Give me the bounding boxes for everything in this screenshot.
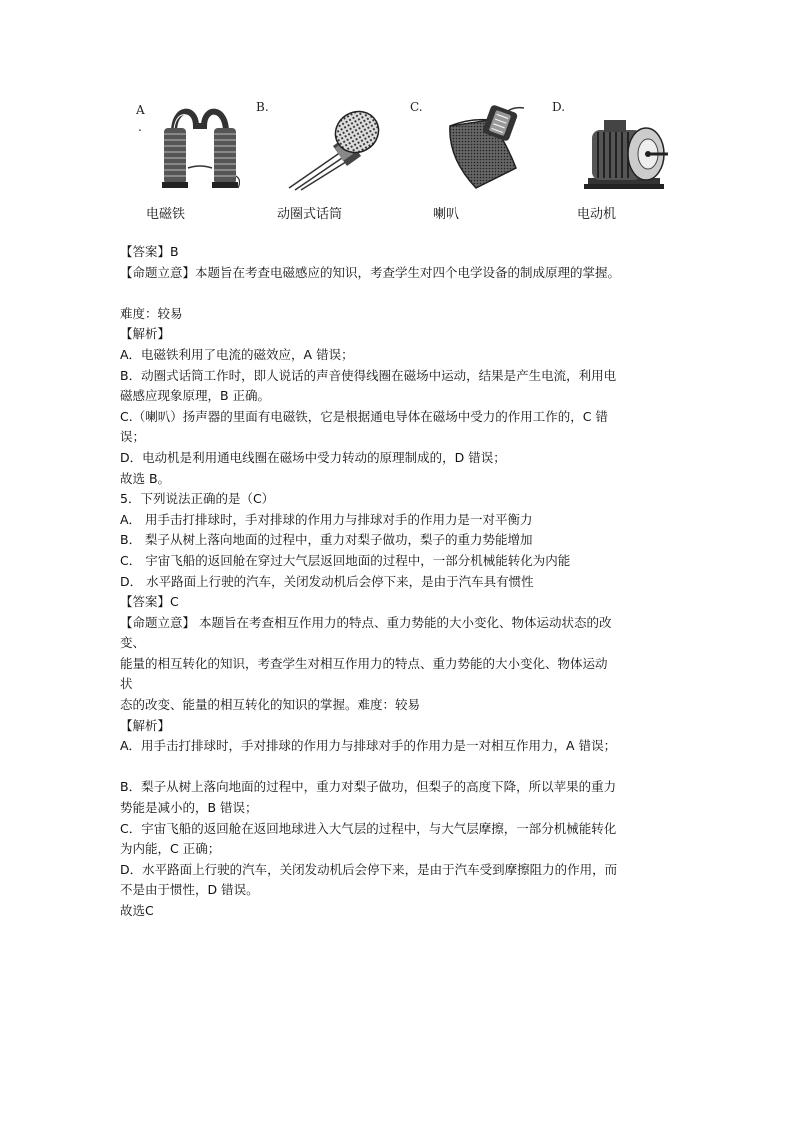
intent-line: 态的改变、能量的相互转化的知识的掌握。难度：较易 xyxy=(120,697,421,713)
analysis-line: C．宇宙飞船的返回舱在返回地球进入大气层的过程中，与大气层摩擦，一部分机械能转化 xyxy=(120,820,617,836)
analysis-line: D．水平路面上行驶的汽车，关闭发动机后会停下来，是由于汽车受到摩擦阻力的作用，而 xyxy=(120,861,618,877)
analysis-line: 不是由于惯性，D 错误。 xyxy=(120,882,259,898)
difficulty-line: 难度：较易 xyxy=(120,305,183,321)
caption-electromagnet: 电磁铁 xyxy=(146,207,186,222)
option-a-letter: A xyxy=(136,103,145,117)
intent-line: 状 xyxy=(120,676,133,692)
question-5-option-a: A． 用手击打排球时，手对排球的作用力与排球对手的作用力是一对平衡力 xyxy=(120,511,533,527)
caption-electric-motor: 电动机 xyxy=(577,207,617,222)
analysis-heading: 【解析】 xyxy=(120,717,171,733)
electric-motor-figure xyxy=(578,118,670,192)
intent-line: 【命题立意】 本题旨在考查相互作用力的特点、重力势能的大小变化、物体运动状态的改 xyxy=(120,614,612,630)
answer-line: 【答案】B xyxy=(120,244,179,259)
analysis-line: B．动圈式话筒工作时，即人说话的声音使得线圈在磁场中运动，结果是产生电流，利用电 xyxy=(120,367,617,383)
question-5-stem: 5．下列说法正确的是（C） xyxy=(120,491,275,507)
analysis-line: A．电磁铁利用了电流的磁效应，A 错误； xyxy=(120,346,354,362)
conclusion-line: 故选 B。 xyxy=(120,470,171,486)
analysis-line: A．用手击打排球时，手对排球的作用力与排球对手的作用力是一对相互作用力，A 错误； xyxy=(120,738,617,754)
analysis-line: 误； xyxy=(120,429,146,445)
option-d-letter: D. xyxy=(552,100,566,114)
microphone-figure xyxy=(283,108,383,192)
analysis-line: 磁感应现象原理，B 正确。 xyxy=(120,388,271,404)
question-5-option-c: C． 宇宙飞船的返回舱在穿过大气层返回地面的过程中，一部分机械能转化为内能 xyxy=(120,552,571,568)
analysis-line: C.（喇叭）扬声器的里面有电磁铁，它是根据通电导体在磁场中受力的作用工作的，C 错 xyxy=(120,408,608,424)
blank-line xyxy=(120,283,680,304)
answer-analysis-text xyxy=(120,242,680,922)
option-c-letter: C. xyxy=(410,100,423,114)
analysis-heading: 【解析】 xyxy=(120,326,171,342)
intent-line: 能量的相互转化的知识，考查学生对相互作用力的特点、重力势能的大小变化、物体运动 xyxy=(120,655,608,671)
option-b-letter: B. xyxy=(256,100,269,114)
loudspeaker-figure xyxy=(446,98,536,194)
analysis-line: D．电动机是利用通电线圈在磁场中受力转动的原理制成的，D 错误； xyxy=(120,449,506,465)
blank-line xyxy=(120,757,680,778)
caption-loudspeaker: 喇叭 xyxy=(433,207,460,222)
analysis-line: 为内能，C 正确； xyxy=(120,841,221,857)
answer-line: 【答案】C xyxy=(120,594,179,610)
caption-microphone: 动圈式话筒 xyxy=(277,207,343,222)
conclusion-line: 故选C xyxy=(120,903,154,918)
intent-line: 【命题立意】本题旨在考查电磁感应的知识，考查学生对四个电学设备的制成原理的掌握。 xyxy=(120,264,621,280)
analysis-line: B．梨子从树上落向地面的过程中，重力对梨子做功，但梨子的高度下降，所以苹果的重力 xyxy=(120,779,617,795)
intent-line: 变、 xyxy=(120,635,146,651)
analysis-line: 势能是减小的，B 错误； xyxy=(120,800,258,816)
question-5-option-d: D． 水平路面上行驶的汽车，关闭发动机后会停下来，是由于汽车具有惯性 xyxy=(120,573,534,589)
electromagnet-figure xyxy=(160,98,240,196)
option-a-dot: . xyxy=(138,120,142,134)
question-5-option-b: B． 梨子从树上落向地面的过程中，重力对梨子做功，梨子的重力势能增加 xyxy=(120,532,533,548)
